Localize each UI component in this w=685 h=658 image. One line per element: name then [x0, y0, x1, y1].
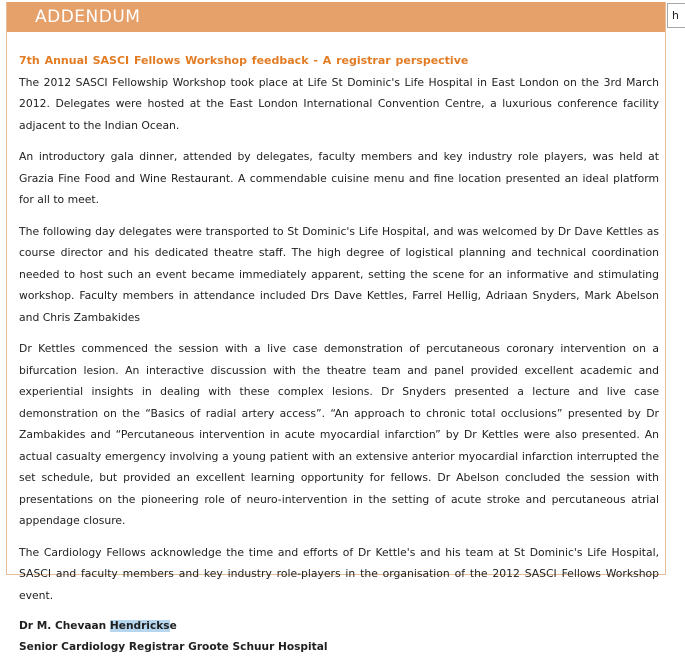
paragraph-2: An introductory gala dinner, attended by delegates, faculty members and key industry role players, was held at Grazia Fine Food and Wine Restaurant. A commendable cuisine menu and fine location presented an ideal platform for all to meet. — [19, 150, 659, 206]
signature-name — [19, 616, 659, 637]
paragraph-1: The 2012 SASCI Fellowship Workshop took place at Life St Dominic's Life Hospital in East London on the 3rd March 2012. Delegates were hosted at the East London International Convention Centre, a luxurious conference facility adjacent to the Indian Ocean. — [19, 75, 659, 132]
article-title: 7th Annual SASCI Fellows Workshop feedback - A registrar perspective — [19, 54, 469, 67]
paragraph-4: Dr Kettles commenced the session with a live case demonstration of percutaneous coronary intervention on a bifurcation lesion. An interactive discussion with the theatre team and panel provided excellent academic and experiential insights in dealing with these complex lesions. Dr Snyders presented a lecture and live case demonstration on the “Basics of radial artery access”. “An approach to chronic total occlusions” presented by Dr Zambakides and “Percutaneous intervention in acute myocardial infarction” by Dr Kettles were also presented. An actual casualty emergency involving a young patient with an extensive anterior myocardial infarction interrupted the set schedule, but provided an excellent learning opportunity for fellows. Dr Abelson concluded the session with presentations on the pioneering role of neuro-intervention in the setting of acute stroke and percutaneous atrial appendage closure. — [19, 342, 659, 527]
search-highlight: Hendricks — [109, 620, 170, 632]
search-input[interactable]: h — [667, 3, 685, 28]
addendum-title: ADDENDUM — [35, 7, 141, 27]
paragraph-5: The Cardiology Fellows acknowledge the time and efforts of Dr Kettle's and his team at St Dominic's Life Hospital, SASCI and faculty members and key industry role-players in the organisation of the 2012 SASCI Fellows Workshop event. — [19, 545, 659, 602]
paragraph-3: The following day delegates were transported to St Dominic's Life Hospital, and was welcomed by Dr Dave Kettles as course director and his dedicated theatre staff. The high degree of logistical planning and technical coordination needed to host such an event became immediately apparent, setting the scene for an informative and stimulating workshop. Faculty members in attendance included Drs Dave Kettles, Farrel Hellig, Adriaan Snyders, Mark Abelson and Chris Zambakides — [19, 224, 659, 324]
addendum-panel — [6, 2, 666, 653]
signature-position: Senior Cardiology Registrar Groote Schuur Hospital — [19, 641, 328, 653]
addendum-header — [7, 2, 665, 32]
article-body — [19, 50, 659, 658]
signature-name-prefix: Dr M. Chevaan — [19, 620, 110, 632]
signature-name-suffix: e — [169, 620, 177, 632]
